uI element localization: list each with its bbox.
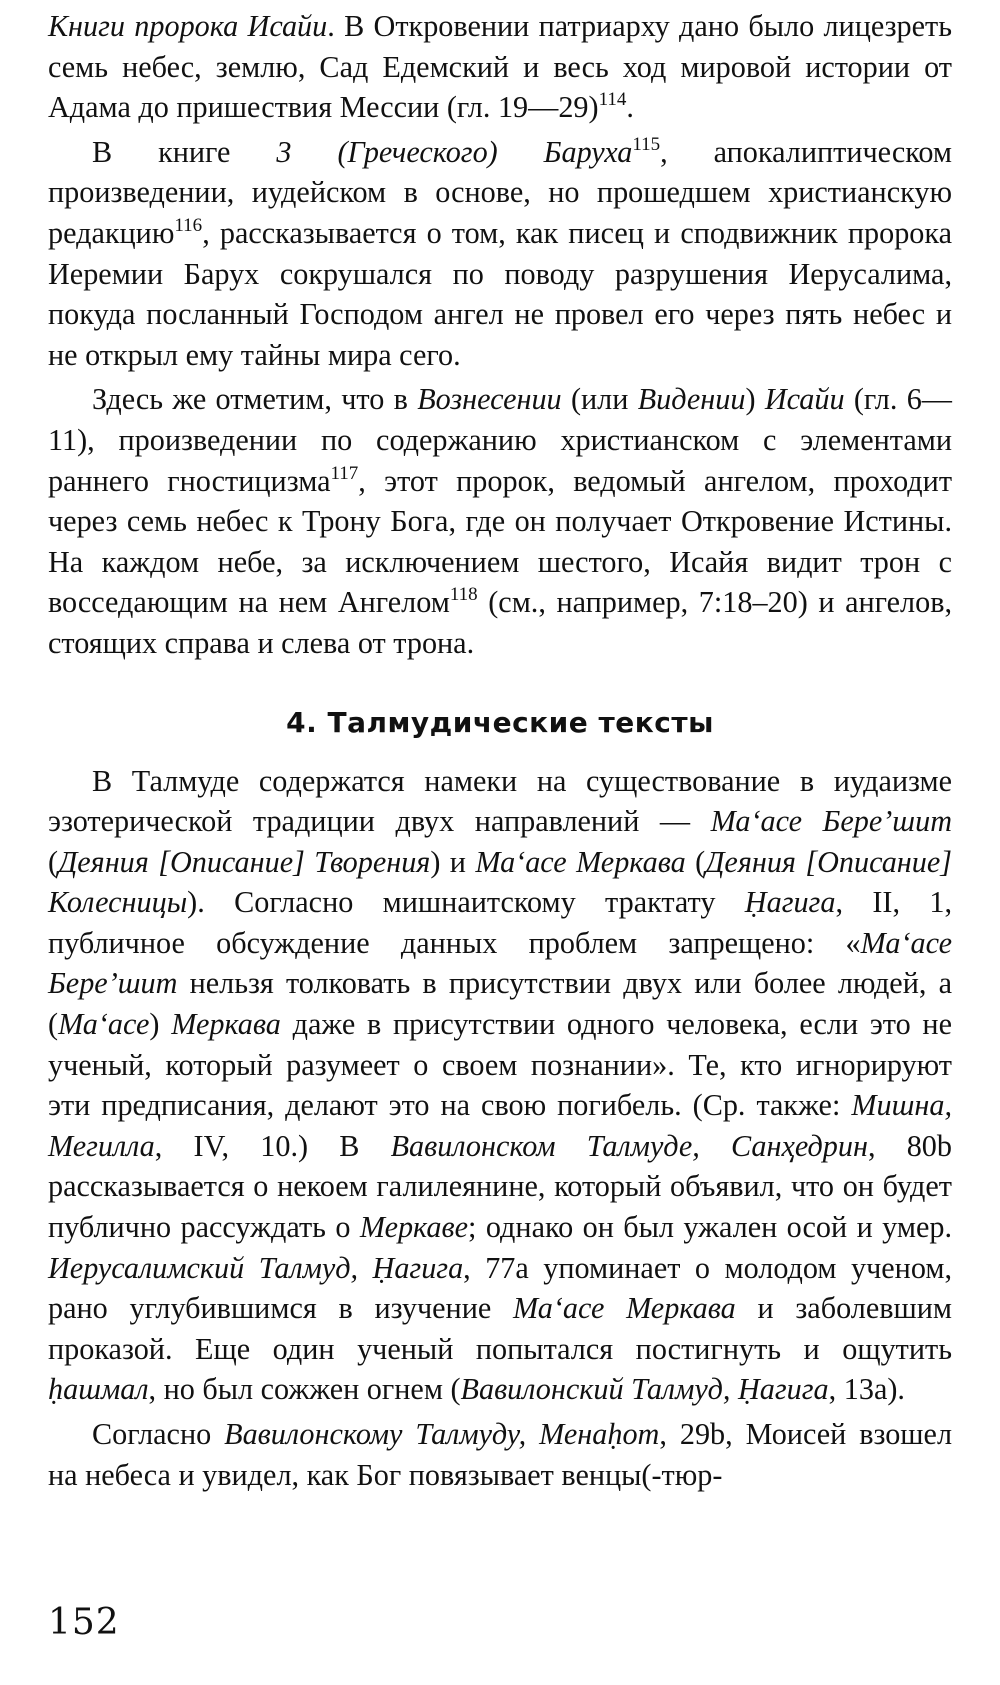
italic-run: Книги пророка Исайи: [48, 9, 328, 43]
italic-run: Вавилонском Талмуде, Санҳедрин: [390, 1128, 868, 1163]
text-run: , апокалиптическом произведении, иудейском в основе, но прошедшем христианскую редакцию: [48, 134, 952, 250]
text-run: , 80b рассказывается о некоем галилеянине, который объявил, что он будет публично рассуждать о: [48, 1128, 952, 1245]
italic-run: Вознесении: [417, 382, 562, 417]
italic-run: Мишна, Мегилла: [48, 1088, 952, 1163]
text-run: (: [685, 844, 706, 879]
italic-run: Меркава: [171, 1007, 281, 1042]
text-run: , II, 1, публичное обсуждение данных проблем запрещено: «: [48, 885, 952, 960]
text-run: , этот пророк, ведомый ангелом, проходит через семь небес к Трону Бога, где он получает Откровение Истины. На каждом небе, за исключением шестого, Исайя видит трон с восседающим на нем Ангелом: [48, 463, 953, 620]
text-run: ): [745, 382, 765, 417]
book-page: [48, 6, 952, 1495]
text-run: нельзя толковать в присутствии двух или более людей, а (: [48, 966, 952, 1042]
text-run: (или: [561, 382, 638, 417]
text-run: В книге: [92, 134, 277, 169]
italic-run: Деяния [Описание] Творения: [58, 844, 431, 879]
paragraph: [48, 6, 952, 128]
paragraph: [48, 132, 952, 376]
text-run: (: [48, 844, 59, 879]
text-run: , 13a).: [828, 1372, 905, 1407]
section-heading: 4. Талмудические тексты: [286, 705, 714, 739]
text-block-after-heading: [48, 761, 952, 1496]
paragraph: [48, 761, 952, 1411]
italic-run: Вавилонский Талмуд, Ḥагига: [460, 1372, 829, 1407]
italic-run: Ма‘асе Бере’шит: [710, 804, 952, 839]
italic-run: Ма‘асе: [58, 1007, 150, 1042]
footnote-ref: 118: [449, 584, 478, 606]
page-number: 152: [48, 1602, 120, 1643]
footnote-ref: 114: [598, 89, 627, 111]
italic-run: Исайи: [764, 382, 845, 417]
text-block-before-heading: [48, 6, 952, 664]
italic-run: Ма‘асе Меркава: [475, 844, 686, 879]
paragraph: [48, 1414, 952, 1495]
italic-run: Ḥагига: [744, 885, 836, 920]
italic-run: Иерусалимский Талмуд, Ḥагига: [48, 1250, 464, 1285]
text-run: , 77a упоминает о молодом ученом, рано углубившимся в изучение: [48, 1250, 953, 1326]
text-run: , но был сожжен огнем (: [148, 1372, 461, 1407]
italic-run: Вавилонскому Талмуду, Менаḥот: [224, 1417, 660, 1451]
italic-run: Ма‘асе Бере’шит: [48, 925, 952, 1001]
footnote-ref: 115: [632, 133, 661, 155]
italic-run: 3 (Греческого) Баруха: [276, 134, 633, 169]
italic-run: ḥашмал: [48, 1372, 149, 1407]
text-run: (см., например, 7:18–20) и ангелов, стоящих справа и слева от трона.: [48, 585, 953, 660]
italic-run: Деяния [Описание] Колесницы: [48, 844, 953, 920]
text-run: даже в присутствии одного человека, если это не ученый, который разумеет о своем познании». Те, кто игнорируют эти предписания, делают это на свою погибель. (Ср. также:: [48, 1007, 952, 1123]
text-run: Согласно: [92, 1417, 225, 1451]
text-run: .: [626, 90, 634, 125]
italic-run: Меркаве: [359, 1210, 469, 1245]
footnote-ref: 117: [330, 462, 359, 484]
text-run: . В Откровении патриарху дано было лицезреть семь небес, землю, Сад Едемский и весь ход мировой истории от Адама до пришествия Мессии (гл. 19—29): [48, 9, 952, 125]
text-run: , рассказывается о том, как писец и сподвижник пророка Иеремии Барух сокрушался по поводу разрушения Иерусалима, покуда посланный Господом ангел не провел его через пять небес и не открыл ему тайны мира сего.: [48, 215, 952, 372]
text-run: ). Согласно мишнаитскому трактату: [187, 885, 745, 920]
text-run: В Талмуде содержатся намеки на существование в иудаизме эзотерической традиции двух направлений —: [48, 763, 952, 839]
text-run: ): [149, 1007, 172, 1042]
text-run: и заболевшим проказой. Еще один ученый попытался постигнуть и ощутить: [48, 1291, 952, 1366]
text-run: Здесь же отметим, что в: [92, 382, 418, 417]
paragraph: [48, 379, 952, 663]
text-run: , 29b, Моисей взошел на небеса и увидел, как Бог повязывает венцы(-тюр-: [48, 1417, 953, 1492]
text-run: ; однако он был ужален осой и умер.: [468, 1210, 952, 1245]
footnote-ref: 116: [174, 214, 203, 236]
text-run: (гл. 6—11), произведении по содержанию христианском с элементами раннего гностицизма: [48, 382, 952, 498]
text-run: , IV, 10.) В: [154, 1128, 391, 1163]
text-run: ) и: [430, 844, 476, 879]
italic-run: Видении: [637, 382, 746, 417]
italic-run: Ма‘асе Меркава: [513, 1291, 736, 1326]
